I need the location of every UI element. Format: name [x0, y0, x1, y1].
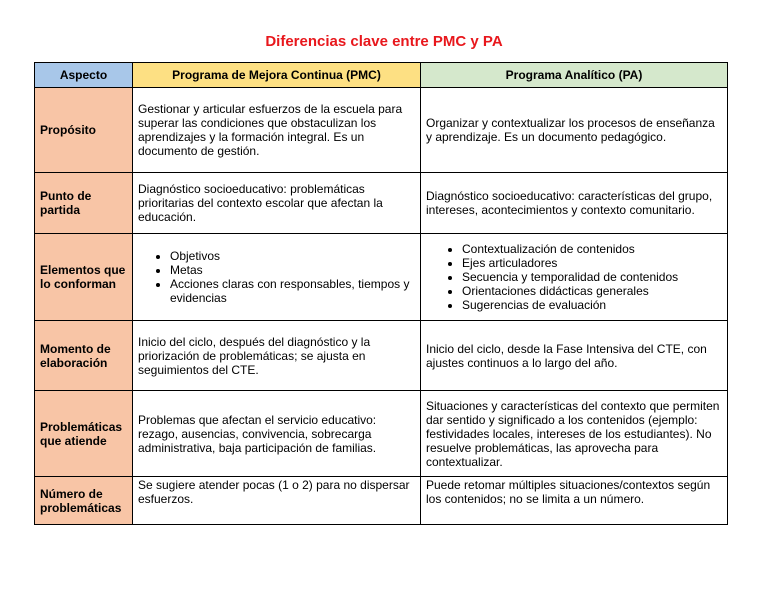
pmc-cell: Inicio del ciclo, después del diagnóstico y la priorización de problemáticas; se ajusta en seguimientos del CTE. — [133, 321, 421, 391]
list-item: • Objetivos — [170, 249, 415, 263]
list-item: • Contextualización de contenidos — [462, 242, 722, 256]
list-item: • Metas — [170, 263, 415, 277]
pa-cell: Organizar y contextualizar los procesos de enseñanza y aprendizaje. Es un documento pedagógico. — [421, 88, 728, 173]
header-row — [35, 63, 728, 88]
pmc-cell: Diagnóstico socioeducativo: problemáticas prioritarias del contexto escolar que afectan la educación. — [133, 173, 421, 234]
aspect-cell: Propósito — [35, 88, 133, 173]
list-item: • Sugerencias de evaluación — [462, 298, 722, 312]
pa-cell: Diagnóstico socioeducativo: características del grupo, intereses, acontecimientos y contexto comunitario. — [421, 173, 728, 234]
aspect-cell: Problemáticas que atiende — [35, 391, 133, 477]
list-item: • Acciones claras con responsables, tiempos y evidencias — [170, 277, 415, 305]
aspect-cell: Elementos que lo conforman — [35, 234, 133, 321]
aspect-cell: Número de problemáticas — [35, 477, 133, 525]
table-row — [35, 234, 728, 321]
pmc-cell — [133, 234, 421, 321]
list-item: • Orientaciones didácticas generales — [462, 284, 722, 298]
pa-cell: Inicio del ciclo, desde la Fase Intensiva del CTE, con ajustes continuos a lo largo del año. — [421, 321, 728, 391]
pmc-cell: Problemas que afectan el servicio educativo: rezago, ausencias, convivencia, sobrecarga administrativa, baja participación de familias. — [133, 391, 421, 477]
aspect-cell: Punto de partida — [35, 173, 133, 234]
list-item: • Secuencia y temporalidad de contenidos — [462, 270, 722, 284]
header-aspect: Aspecto — [35, 63, 133, 88]
pmc-cell: Gestionar y articular esfuerzos de la escuela para superar las condiciones que obstaculizan los aprendizajes y la formación integral. Es un documento de gestión. — [133, 88, 421, 173]
comparison-table — [34, 62, 728, 525]
table-row — [35, 321, 728, 391]
page-title: Diferencias clave entre PMC y PA — [265, 33, 503, 50]
header-pmc: Programa de Mejora Continua (PMC) — [133, 63, 421, 88]
aspect-cell: Momento de elaboración — [35, 321, 133, 391]
header-pa: Programa Analítico (PA) — [421, 63, 728, 88]
table-row — [35, 173, 728, 234]
pa-cell: Situaciones y características del contexto que permiten dar sentido y significado a los contenidos (ejemplo: festividades locales, intereses de los estudiantes). No resuelve problemáticas, las aprovecha para contextualizar. — [421, 391, 728, 477]
table-row — [35, 477, 728, 525]
table-row — [35, 391, 728, 477]
pmc-cell: Se sugiere atender pocas (1 o 2) para no dispersar esfuerzos. — [133, 477, 421, 525]
pa-cell: Puede retomar múltiples situaciones/contextos según los contenidos; no se limita a un número. — [421, 477, 728, 525]
pa-elements-list — [426, 242, 722, 312]
list-item: • Ejes articuladores — [462, 256, 722, 270]
pa-cell — [421, 234, 728, 321]
pmc-elements-list — [138, 249, 415, 305]
table-row — [35, 88, 728, 173]
